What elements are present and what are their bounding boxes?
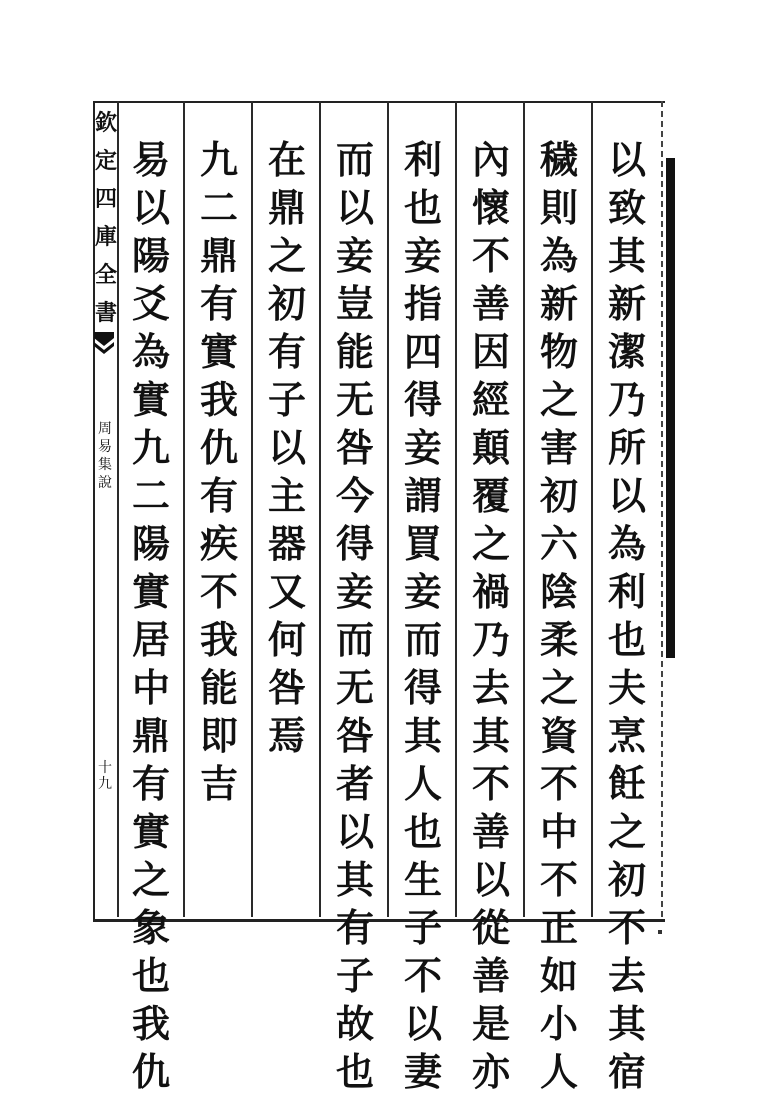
text-character: 顛 bbox=[471, 425, 510, 470]
column-rule bbox=[183, 101, 185, 917]
binding-bar bbox=[666, 158, 675, 658]
text-character: 不 bbox=[403, 953, 442, 998]
text-character: 之 bbox=[539, 665, 578, 710]
text-character: 初 bbox=[267, 281, 306, 326]
text-column bbox=[395, 136, 451, 1096]
text-character: 初 bbox=[539, 473, 578, 518]
text-character: 實 bbox=[131, 377, 170, 422]
text-column bbox=[191, 136, 247, 808]
text-character: 懷 bbox=[471, 185, 510, 230]
text-character: 柔 bbox=[539, 617, 578, 662]
text-character: 定 bbox=[95, 148, 118, 174]
text-character: 新 bbox=[607, 281, 646, 326]
text-character: 人 bbox=[539, 1049, 578, 1094]
text-character: 而 bbox=[403, 617, 442, 662]
text-column bbox=[463, 136, 519, 1096]
text-character: 我 bbox=[199, 617, 238, 662]
text-character: 利 bbox=[403, 137, 442, 182]
text-character: 得 bbox=[335, 521, 374, 566]
text-character: 正 bbox=[539, 905, 578, 950]
margin-page-number bbox=[95, 760, 115, 792]
text-column bbox=[599, 136, 655, 1096]
text-character: 以 bbox=[607, 473, 646, 518]
text-character: 生 bbox=[403, 857, 442, 902]
text-character: 焉 bbox=[267, 713, 306, 758]
text-character: 也 bbox=[131, 953, 170, 998]
text-character: 能 bbox=[335, 329, 374, 374]
text-character: 乃 bbox=[471, 617, 510, 662]
text-character: 器 bbox=[267, 521, 306, 566]
text-character: 以 bbox=[267, 425, 306, 470]
text-character: 也 bbox=[335, 1049, 374, 1094]
text-character: 內 bbox=[471, 137, 510, 182]
text-character: 居 bbox=[131, 617, 170, 662]
text-character: 其 bbox=[471, 713, 510, 758]
text-character: 不 bbox=[539, 857, 578, 902]
column-rule bbox=[117, 101, 119, 917]
text-character: 主 bbox=[267, 473, 306, 518]
text-character: 妾 bbox=[335, 233, 374, 278]
text-character: 陽 bbox=[131, 233, 170, 278]
text-character: 中 bbox=[539, 809, 578, 854]
text-character: 易 bbox=[131, 137, 170, 182]
column-rule bbox=[591, 101, 593, 917]
text-character: 實 bbox=[199, 329, 238, 374]
text-character: 何 bbox=[267, 617, 306, 662]
text-character: 實 bbox=[131, 809, 170, 854]
text-character: 以 bbox=[335, 185, 374, 230]
text-character: 有 bbox=[199, 281, 238, 326]
margin-book-title bbox=[95, 420, 115, 492]
text-character: 以 bbox=[335, 809, 374, 854]
text-character: 而 bbox=[335, 617, 374, 662]
text-character: 書 bbox=[95, 300, 118, 326]
text-character: 妾 bbox=[403, 233, 442, 278]
text-character: 乃 bbox=[607, 377, 646, 422]
text-character: 資 bbox=[539, 713, 578, 758]
text-character: 有 bbox=[335, 905, 374, 950]
text-character: 子 bbox=[267, 377, 306, 422]
text-character: 為 bbox=[539, 233, 578, 278]
text-character: 集 bbox=[98, 457, 112, 473]
text-character: 有 bbox=[199, 473, 238, 518]
text-character: 所 bbox=[607, 425, 646, 470]
text-character: 實 bbox=[131, 569, 170, 614]
column-rule bbox=[251, 101, 253, 917]
text-character: 得 bbox=[403, 665, 442, 710]
text-character: 夫 bbox=[607, 665, 646, 710]
text-character: 仇 bbox=[131, 1049, 170, 1094]
text-character: 鼎 bbox=[131, 713, 170, 758]
text-character: 亦 bbox=[471, 1049, 510, 1094]
text-character: 不 bbox=[607, 905, 646, 950]
text-character: 易 bbox=[98, 439, 112, 455]
text-character: 豈 bbox=[335, 281, 374, 326]
text-character: 仇 bbox=[199, 425, 238, 470]
fish-tail-icon bbox=[94, 332, 114, 358]
text-character: 為 bbox=[607, 521, 646, 566]
text-character: 其 bbox=[607, 1001, 646, 1046]
text-character: 也 bbox=[607, 617, 646, 662]
text-character: 者 bbox=[335, 761, 374, 806]
text-character: 妾 bbox=[403, 425, 442, 470]
text-character: 咎 bbox=[335, 713, 374, 758]
text-character: 无 bbox=[335, 377, 374, 422]
text-character: 而 bbox=[335, 137, 374, 182]
text-character: 之 bbox=[131, 857, 170, 902]
text-character: 如 bbox=[539, 953, 578, 998]
text-character: 周 bbox=[98, 421, 112, 437]
text-character: 九 bbox=[98, 776, 112, 792]
text-character: 新 bbox=[539, 281, 578, 326]
ink-mark bbox=[658, 930, 662, 934]
text-character: 陽 bbox=[131, 521, 170, 566]
text-character: 其 bbox=[607, 233, 646, 278]
text-column bbox=[259, 136, 315, 760]
text-character: 九 bbox=[199, 137, 238, 182]
text-character: 中 bbox=[131, 665, 170, 710]
text-character: 禍 bbox=[471, 569, 510, 614]
text-character: 我 bbox=[199, 377, 238, 422]
text-character: 則 bbox=[539, 185, 578, 230]
text-character: 說 bbox=[98, 475, 112, 491]
text-character: 象 bbox=[131, 905, 170, 950]
text-column bbox=[531, 136, 587, 1096]
text-character: 子 bbox=[335, 953, 374, 998]
text-character: 為 bbox=[131, 329, 170, 374]
text-character: 故 bbox=[335, 1001, 374, 1046]
text-character: 有 bbox=[267, 329, 306, 374]
text-character: 六 bbox=[539, 521, 578, 566]
text-character: 不 bbox=[539, 761, 578, 806]
text-character: 害 bbox=[539, 425, 578, 470]
text-character: 不 bbox=[199, 569, 238, 614]
text-character: 全 bbox=[95, 262, 118, 288]
text-character: 善 bbox=[471, 281, 510, 326]
text-character: 以 bbox=[131, 185, 170, 230]
text-character: 飪 bbox=[607, 761, 646, 806]
text-character: 去 bbox=[471, 665, 510, 710]
text-character: 去 bbox=[607, 953, 646, 998]
text-character: 覆 bbox=[471, 473, 510, 518]
text-character: 能 bbox=[199, 665, 238, 710]
text-character: 有 bbox=[131, 761, 170, 806]
text-character: 我 bbox=[131, 1001, 170, 1046]
text-character: 庫 bbox=[95, 224, 118, 250]
text-character: 鼎 bbox=[267, 185, 306, 230]
text-character: 之 bbox=[607, 809, 646, 854]
text-character: 妾 bbox=[403, 569, 442, 614]
text-character: 之 bbox=[267, 233, 306, 278]
text-character: 潔 bbox=[607, 329, 646, 374]
text-character: 善 bbox=[471, 953, 510, 998]
text-character: 經 bbox=[471, 377, 510, 422]
text-character: 人 bbox=[403, 761, 442, 806]
text-column bbox=[327, 136, 383, 1096]
text-character: 以 bbox=[607, 137, 646, 182]
column-rule bbox=[387, 101, 389, 917]
text-character: 子 bbox=[403, 905, 442, 950]
text-character: 九 bbox=[131, 425, 170, 470]
text-character: 善 bbox=[471, 809, 510, 854]
text-character: 買 bbox=[403, 521, 442, 566]
text-character: 致 bbox=[607, 185, 646, 230]
text-character: 從 bbox=[471, 905, 510, 950]
column-rule bbox=[319, 101, 321, 917]
text-character: 在 bbox=[267, 137, 306, 182]
text-character: 四 bbox=[403, 329, 442, 374]
text-character: 妾 bbox=[335, 569, 374, 614]
text-character: 陰 bbox=[539, 569, 578, 614]
text-character: 十 bbox=[98, 760, 112, 776]
text-character: 今 bbox=[335, 473, 374, 518]
text-character: 小 bbox=[539, 1001, 578, 1046]
text-character: 不 bbox=[471, 233, 510, 278]
text-character: 二 bbox=[199, 185, 238, 230]
text-character: 爻 bbox=[131, 281, 170, 326]
text-character: 因 bbox=[471, 329, 510, 374]
text-character: 以 bbox=[471, 857, 510, 902]
text-character: 二 bbox=[131, 473, 170, 518]
text-character: 宿 bbox=[607, 1049, 646, 1094]
text-character: 其 bbox=[335, 857, 374, 902]
text-character: 也 bbox=[403, 809, 442, 854]
text-character: 又 bbox=[267, 569, 306, 614]
text-character: 吉 bbox=[199, 761, 238, 806]
text-character: 穢 bbox=[539, 137, 578, 182]
text-character: 也 bbox=[403, 185, 442, 230]
text-character: 是 bbox=[471, 1001, 510, 1046]
column-rule bbox=[523, 101, 525, 917]
text-character: 利 bbox=[607, 569, 646, 614]
margin-collection-title bbox=[95, 104, 118, 332]
text-character: 得 bbox=[403, 377, 442, 422]
text-character: 咎 bbox=[267, 665, 306, 710]
text-character: 其 bbox=[403, 713, 442, 758]
text-character: 疾 bbox=[199, 521, 238, 566]
text-character: 鼎 bbox=[199, 233, 238, 278]
text-character: 指 bbox=[403, 281, 442, 326]
text-character: 烹 bbox=[607, 713, 646, 758]
page-edge bbox=[661, 101, 663, 917]
text-character: 之 bbox=[539, 377, 578, 422]
column-rule bbox=[455, 101, 457, 917]
text-character: 即 bbox=[199, 713, 238, 758]
text-character: 欽 bbox=[95, 110, 118, 136]
text-character: 以 bbox=[403, 1001, 442, 1046]
text-character: 咎 bbox=[335, 425, 374, 470]
text-character: 物 bbox=[539, 329, 578, 374]
text-character: 无 bbox=[335, 665, 374, 710]
text-character: 不 bbox=[471, 761, 510, 806]
text-character: 謂 bbox=[403, 473, 442, 518]
text-character: 妻 bbox=[403, 1049, 442, 1094]
text-column bbox=[123, 136, 179, 1096]
text-character: 初 bbox=[607, 857, 646, 902]
text-character: 之 bbox=[471, 521, 510, 566]
text-character: 四 bbox=[95, 186, 118, 212]
